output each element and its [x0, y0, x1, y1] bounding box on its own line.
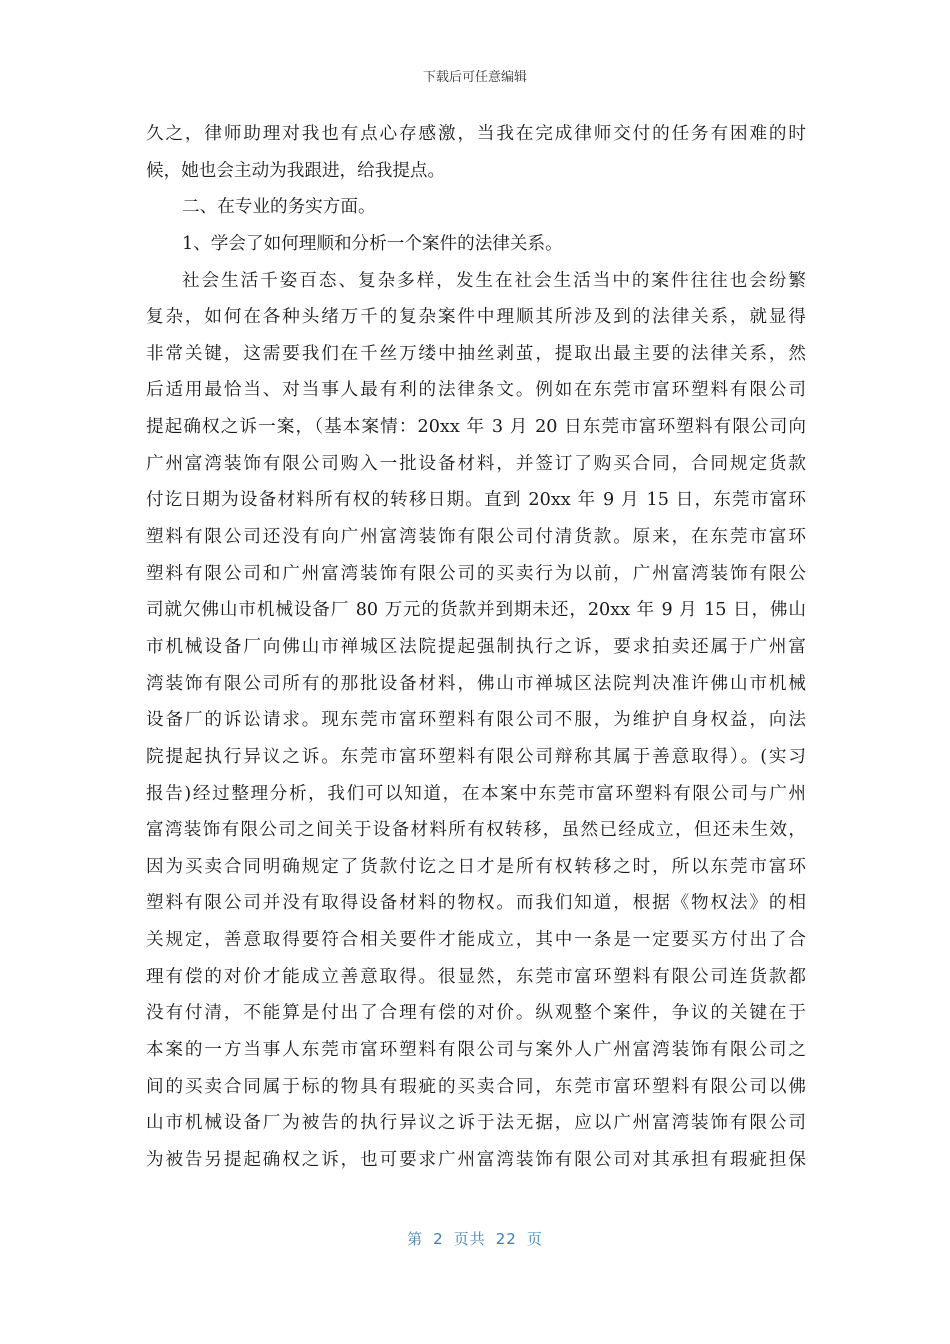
text-line: 后适用最恰当、对当事人最有利的法律条文。例如在东莞市富环塑料有限公司: [146, 380, 806, 401]
page-footer: [0, 1228, 950, 1249]
text-line: 为被告另提起确权之诉，也可要求广州富湾装饰有限公司对其承担有瑕疵担保: [146, 1149, 806, 1170]
footer-middle: 页共: [453, 1230, 486, 1248]
text-line: 广州富湾装饰有限公司购入一批设备材料，并签订了购买合同，合同规定货款: [146, 453, 806, 474]
text-line: 久之，律师助理对我也有点心存感激，当我在完成律师交付的任务有困难的时: [146, 124, 806, 144]
total-page-count: 22: [495, 1230, 517, 1248]
text-line: 没有付清，不能算是付出了合理有偿的对价。纵观整个案件，争议的关键在于: [146, 1003, 806, 1024]
text-line: 塑料有限公司并没有取得设备材料的物权。而我们知道，根据《物权法》的相: [146, 893, 806, 914]
text-line: 候，她也会主动为我跟进，给我提点。: [146, 160, 446, 181]
section-heading: 二、在专业的务实方面。: [182, 197, 376, 218]
document-body: [146, 116, 806, 1179]
text-line: 社会生活千姿百态、复杂多样，发生在社会生活当中的案件往往也会纷繁: [182, 270, 806, 291]
text-line: 理有偿的对价才能成立善意取得。很显然，东莞市富环塑料有限公司连货款都: [146, 966, 806, 987]
text-line: 塑料有限公司还没有向广州富湾装饰有限公司付清货款。原来，在东莞市富环: [146, 527, 806, 548]
text-line: 因为买卖合同明确规定了货款付讫之日才是所有权转移之时，所以东莞市富环: [146, 856, 806, 877]
text-line: 市机械设备厂向佛山市禅城区法院提起强制执行之诉，要求拍卖还属于广州富: [146, 636, 806, 657]
footer-prefix: 第: [407, 1230, 424, 1248]
page-header: 下载后可任意编辑: [422, 70, 527, 85]
text-line: 山市机械设备厂为被告的执行异议之诉于法无据，应以广州富湾装饰有限公司: [146, 1113, 806, 1134]
text-line: 本案的一方当事人东莞市富环塑料有限公司与案外人广州富湾装饰有限公司之: [146, 1040, 806, 1061]
text-line: 提起确权之诉一案，（基本案情：20xx 年 3 月 20 日东莞市富环塑料有限公司向: [146, 417, 806, 438]
subsection-heading: 1、学会了如何理顺和分析一个案件的法律关系。: [182, 233, 563, 254]
text-line: 非常关键，这需要我们在千丝万缕中抽丝剥茧，提取出最主要的法律关系，然: [146, 343, 806, 364]
text-line: 报告)经过整理分析，我们可以知道，在本案中东莞市富环塑料有限公司与广州: [146, 783, 806, 804]
text-line: 湾装饰有限公司所有的那批设备材料，佛山市禅城区法院判决准许佛山市机械: [146, 673, 806, 694]
current-page-number: 2: [433, 1230, 444, 1248]
text-line: 间的买卖合同属于标的物具有瑕疵的买卖合同，东莞市富环塑料有限公司以佛: [146, 1076, 806, 1097]
text-line: 塑料有限公司和广州富湾装饰有限公司的买卖行为以前，广州富湾装饰有限公: [146, 563, 806, 584]
text-line: 司就欠佛山市机械设备厂 80 万元的货款并到期未还，20xx 年 9 月 15 日，佛山: [146, 600, 806, 621]
footer-suffix: 页: [526, 1230, 543, 1248]
text-line: 设备厂的诉讼请求。现东莞市富环塑料有限公司不服，为维护自身权益，向法: [146, 710, 806, 731]
text-line: 复杂，如何在各种头绪万千的复杂案件中理顺其所涉及到的法律关系，就显得: [146, 307, 806, 328]
text-line: 富湾装饰有限公司之间关于设备材料所有权转移，虽然已经成立，但还未生效，: [146, 820, 806, 841]
text-line: 院提起执行异议之诉。东莞市富环塑料有限公司辩称其属于善意取得）。(实习: [146, 746, 806, 767]
text-line: 关规定，善意取得要符合相关要件才能成立，其中一条是一定要买方付出了合: [146, 930, 806, 951]
text-line: 付讫日期为设备材料所有权的转移日期。直到 20xx 年 9 月 15 日，东莞市富环: [146, 490, 806, 511]
